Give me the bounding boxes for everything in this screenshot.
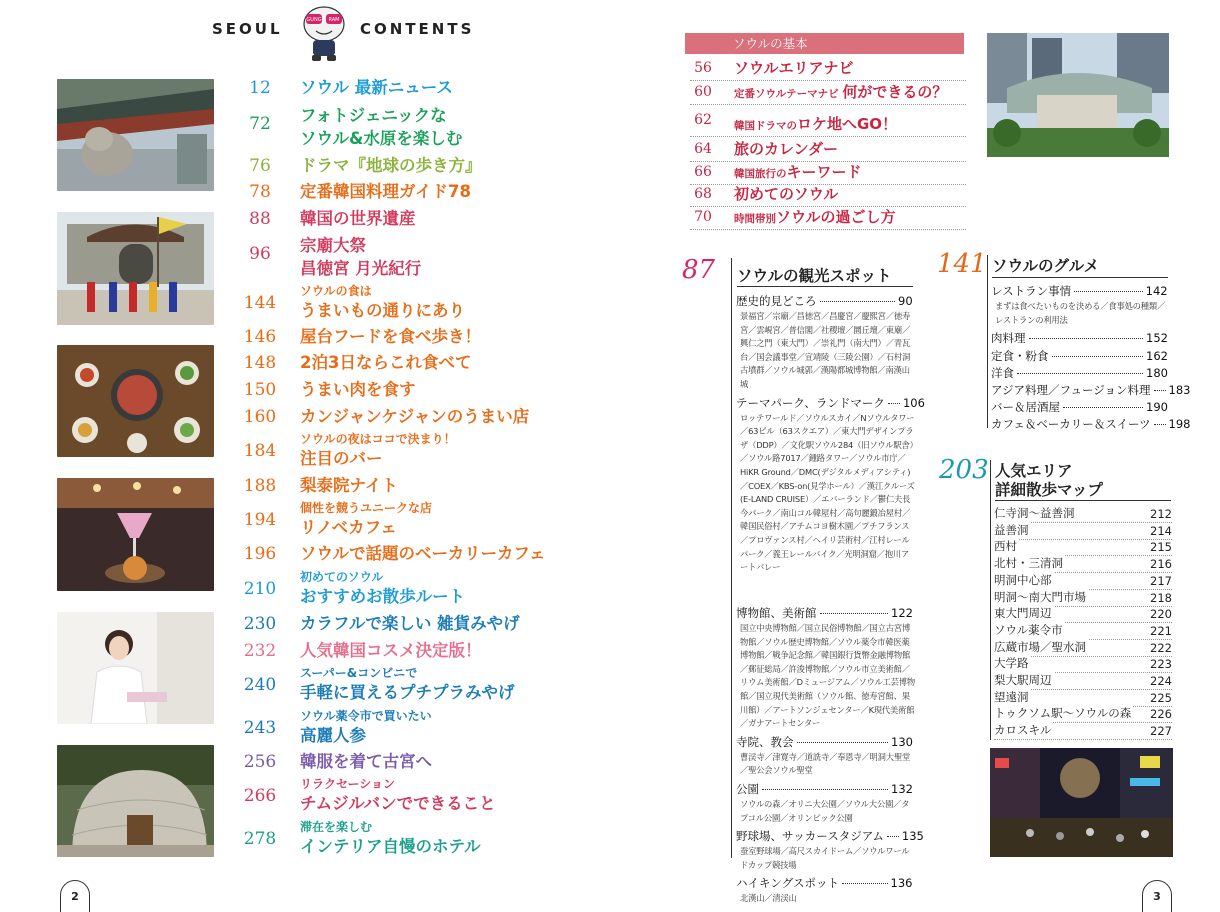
- basics-page-number: 68: [694, 186, 712, 202]
- toc-title-large: インテリア自慢のホテル: [300, 837, 481, 856]
- toc-title-large: 屋台フードを食べ歩き！: [300, 327, 482, 346]
- gourmet-item-page: 180: [1146, 365, 1168, 380]
- toc-title: [300, 569, 465, 608]
- toc-page-number: 146: [243, 327, 277, 347]
- area-label: 仁寺洞〜益善洞: [994, 506, 1075, 520]
- area-row: [994, 573, 1172, 590]
- area-page: 217: [1150, 573, 1172, 588]
- basics-page-number: 60: [694, 84, 712, 100]
- basics-page-number: 64: [694, 141, 712, 157]
- area-label: カロスキル: [994, 723, 1052, 738]
- area-page: 214: [1150, 523, 1172, 538]
- photo-palace-guards: [57, 212, 214, 325]
- basics-title: [734, 138, 838, 159]
- toc-entry: [236, 750, 556, 774]
- basics-title-big: 旅のカレンダー: [734, 140, 839, 158]
- toc-entry: [236, 378, 556, 402]
- toc-entry: [236, 283, 556, 325]
- section-number-203: 203: [939, 455, 989, 485]
- toc-title: [300, 776, 496, 815]
- photo-korean-bbq: [57, 345, 214, 457]
- area-row: [994, 606, 1172, 623]
- toc-title-small: 初めてのソウル: [300, 570, 384, 584]
- toc-title-large: 宗廟大祭: [300, 236, 366, 255]
- area-page: 222: [1150, 640, 1172, 655]
- toc-title: [300, 283, 465, 322]
- basics-row: [690, 109, 966, 137]
- area-label: 明洞〜南大門市場: [994, 589, 1086, 604]
- toc-title: [300, 542, 546, 565]
- toc-entry: [236, 325, 556, 349]
- gourmet-item-page: 190: [1146, 400, 1168, 415]
- toc-page-number: 232: [243, 641, 277, 661]
- toc-entry: [236, 542, 556, 566]
- basics-row: [690, 57, 966, 81]
- photo-night-street: [990, 748, 1173, 857]
- toc-title: [300, 819, 481, 858]
- toc-title: [300, 76, 453, 99]
- leader-dots: [762, 789, 888, 790]
- toc-entry: [236, 431, 556, 473]
- sightseeing-title: ソウルの観光スポット: [737, 267, 892, 285]
- section-number-141: 141: [937, 249, 987, 279]
- toc-title-large: カラフルで楽しい 雑貨みやげ: [300, 614, 520, 633]
- basics-title-small: 定番ソウルテーマナビ: [734, 88, 843, 100]
- basics-title-big: ロケ地へGO！: [797, 115, 898, 133]
- toc-title-large: 韓国の世界遺産: [300, 209, 416, 228]
- toc-page-number: 144: [243, 293, 277, 313]
- area-page: 212: [1150, 507, 1172, 521]
- gourmet-item-label: 肉料理: [991, 331, 1026, 346]
- toc-page-number: 78: [249, 182, 271, 202]
- area-row: [994, 506, 1172, 523]
- toc-title-large: うまいもの通りにあり: [300, 301, 465, 320]
- basics-title-small: 韓国旅行の: [734, 168, 787, 180]
- sightseeing-item-page: 90: [898, 294, 913, 308]
- toc-page-number: 148: [243, 353, 277, 373]
- toc-entry: [236, 474, 556, 498]
- sightseeing-item-label: ハイキングスポット: [736, 876, 840, 891]
- toc-title: [300, 474, 398, 497]
- area-label: 北村・三清洞: [994, 556, 1063, 571]
- leader-dots: [1154, 424, 1166, 425]
- toc-entry: [236, 639, 556, 663]
- toc-page-number: 240: [243, 675, 277, 695]
- toc-page-number: 184: [243, 441, 277, 461]
- gourmet-item-label: レストラン事情: [991, 284, 1072, 298]
- sightseeing-underline: [737, 286, 913, 287]
- toc-title-large: 手軽に買えるプチプラみやげ: [300, 683, 515, 702]
- toc-title-large-2: 昌徳宮 月光紀行: [300, 259, 422, 278]
- sightseeing-item-label: 歴史的見どころ: [736, 294, 817, 308]
- toc-title-large: フォトジェニックな: [300, 106, 447, 125]
- gourmet-item: [991, 330, 1169, 346]
- basics-title-big: ソウルエリアナビ: [734, 59, 854, 77]
- area-page: 226: [1150, 707, 1172, 722]
- toc-page-number: 256: [243, 752, 277, 772]
- toc-page-number: 150: [243, 380, 277, 400]
- sightseeing-item: [736, 781, 914, 797]
- basics-page-number: 70: [694, 209, 712, 225]
- section-number-87: 87: [682, 255, 716, 285]
- toc-entry: [236, 776, 556, 818]
- basics-title: [734, 183, 838, 204]
- leader-dots: [1154, 390, 1166, 391]
- basics-title: [734, 206, 896, 227]
- toc-page-number: 72: [249, 114, 271, 134]
- gourmet-item-page: 162: [1146, 348, 1168, 363]
- gourmet-item: [991, 365, 1169, 381]
- toc-entry: [236, 819, 556, 861]
- area-row: [994, 706, 1172, 723]
- areas-rule: [990, 460, 991, 740]
- gourmet-item-label: バー＆居酒屋: [991, 400, 1060, 415]
- toc-title-small: リラクセーション: [300, 777, 396, 791]
- basics-heading: ソウルの基本: [685, 33, 964, 54]
- gourmet-item-label: 定食・粉食: [991, 348, 1049, 363]
- area-label: 梨大駅周辺: [994, 673, 1052, 687]
- basics-page-number: 56: [694, 60, 712, 76]
- toc-title-large: 梨泰院ナイト: [300, 476, 398, 495]
- toc-page-number: 196: [243, 544, 277, 564]
- toc-page-number: 243: [243, 718, 277, 738]
- toc-title-small: ソウル薬令市で買いたい: [300, 709, 432, 723]
- page-number-left: 2: [60, 880, 90, 912]
- toc-entry: [236, 708, 556, 750]
- sightseeing-rule: [731, 258, 732, 858]
- leader-dots: [887, 836, 899, 837]
- area-page: 224: [1150, 674, 1172, 688]
- toc-page-number: 230: [243, 614, 277, 634]
- toc-title-large: カンジャンケジャンのうまい店: [300, 407, 530, 426]
- toc-title: [300, 750, 432, 773]
- toc-entry: [236, 207, 556, 231]
- sightseeing-item-label: テーマパーク、ランドマーク: [736, 395, 885, 410]
- basics-row: [690, 81, 966, 105]
- toc-page-number: 188: [243, 476, 277, 496]
- toc-title-large: 定番韓国料理ガイド78: [300, 182, 471, 201]
- basics-row: [690, 206, 966, 230]
- toc-title-large: ドラマ『地球の歩き方』: [300, 156, 482, 175]
- area-label: トゥクソム駅〜ソウルの森: [994, 706, 1132, 721]
- toc-title: [300, 612, 520, 635]
- sightseeing-item-sub: 国立中央博物館／国立民俗博物館／国立古宮博物館／ソウル歴史博物館／ソウル薬令市韓医薬博物館／戦争記念館／韓国銀行貨幣金融博物館／郵征総局／許浚博物館／ソウル市立美術館／リウム美術館／Dミュージアム／ソウル工芸博物館／国立現代美術館（ソウル館、徳寿宮館、果川館）／アートソンジェセンター／K現代美術館／ガナアートセンター: [740, 623, 915, 729]
- gourmet-title: ソウルのグルメ: [992, 257, 1100, 275]
- page-number-right: 3: [1142, 880, 1172, 912]
- toc-title-large: おすすめお散歩ルート: [300, 587, 466, 606]
- gourmet-item-page: 198: [1168, 417, 1191, 432]
- toc-title: [300, 234, 421, 280]
- toc-entry: [236, 76, 556, 100]
- sightseeing-item-label: 公園: [736, 782, 759, 796]
- toc-title-large: 韓服を着て古宮へ: [300, 752, 432, 771]
- toc-title: [300, 351, 471, 374]
- sightseeing-item: [736, 875, 914, 891]
- area-page: 220: [1150, 607, 1172, 622]
- sightseeing-item-sub: 北漢山／清渓山: [740, 893, 797, 904]
- gourmet-rule: [987, 255, 988, 428]
- area-label: 東大門周辺: [994, 606, 1052, 621]
- sightseeing-item: [736, 293, 914, 309]
- toc-title: [300, 207, 416, 230]
- basics-page-number: 66: [694, 164, 712, 180]
- sightseeing-item-label: 博物館、美術館: [736, 606, 817, 620]
- area-page: 215: [1150, 540, 1172, 555]
- toc-page-number: 96: [249, 244, 271, 264]
- area-row: [994, 690, 1172, 707]
- toc-title-large: 人気韓国コスメ決定版！: [300, 641, 482, 660]
- area-row: [994, 640, 1172, 657]
- area-page: 218: [1150, 590, 1172, 605]
- leader-dots: [842, 883, 888, 884]
- area-label: 望遠洞: [994, 689, 1029, 704]
- toc-title: [300, 431, 456, 470]
- leader-dots: [1074, 291, 1143, 292]
- area-row: [994, 656, 1172, 673]
- gourmet-item-sub: まずは食べたいものを決める／食事処の種類／レストランの利用法: [995, 301, 1166, 325]
- areas-title-line1: 人気エリア: [995, 462, 1073, 480]
- toc-title-small: 滞在を楽しむ: [300, 820, 373, 834]
- toc-title-small: 個性を競うユニークな店: [300, 501, 433, 515]
- mascot-icon: [298, 4, 350, 64]
- sightseeing-item-page: 130: [891, 734, 913, 749]
- toc-page-number: 12: [249, 78, 271, 98]
- toc-title: [300, 639, 482, 662]
- gourmet-item: [991, 348, 1169, 364]
- toc-entry: [236, 569, 556, 611]
- area-row: [994, 556, 1172, 573]
- sightseeing-item-sub: 曹渓寺／津寛寺／道詵寺／奉恩寺／明洞大聖堂／聖公会ソウル聖堂: [740, 751, 911, 776]
- sightseeing-item-page: 135: [901, 829, 924, 844]
- basics-title: [734, 113, 897, 134]
- toc-title-large: ソウル 最新ニュース: [300, 78, 453, 97]
- photo-city-hall: [987, 33, 1169, 157]
- toc-entry: [236, 500, 556, 542]
- sightseeing-item: [736, 734, 914, 750]
- toc-entry: [236, 612, 556, 636]
- toc-page-number: 278: [243, 829, 277, 849]
- toc-title: [300, 378, 416, 401]
- area-label: 西村: [994, 539, 1017, 554]
- area-row: [994, 590, 1172, 607]
- basics-title-big: 何ができるの？: [842, 83, 948, 101]
- toc-title: [300, 104, 462, 150]
- area-page: 225: [1150, 690, 1172, 705]
- leader-dots: [820, 613, 889, 614]
- gourmet-item-label: カフェ＆ベーカリー＆スイーツ: [991, 417, 1151, 432]
- mascot-badge-left: GUNG: [306, 17, 322, 23]
- area-row: [994, 723, 1172, 740]
- sightseeing-item: [736, 395, 925, 411]
- sightseeing-item-page: 132: [891, 782, 913, 796]
- toc-page-number: 210: [243, 579, 277, 599]
- sightseeing-item: [736, 828, 924, 844]
- toc-entry: [236, 234, 556, 276]
- header-contents: CONTENTS: [360, 20, 475, 38]
- toc-title: [300, 180, 471, 203]
- gourmet-item: [991, 399, 1169, 415]
- basics-title-big: ソウルの過ごし方: [776, 208, 896, 226]
- toc-page-number: 76: [249, 156, 271, 176]
- sightseeing-item-label: 寺院、教会: [736, 734, 794, 749]
- toc-entry: [236, 665, 556, 707]
- toc-title: [300, 325, 481, 348]
- area-row: [994, 539, 1172, 556]
- toc-page-number: 194: [243, 510, 277, 530]
- leader-dots: [1017, 373, 1143, 374]
- basics-title: [734, 81, 947, 102]
- area-page: 216: [1150, 557, 1172, 572]
- leader-dots: [1052, 356, 1144, 357]
- gourmet-item-label: アジア料理／フュージョン料理: [991, 383, 1151, 397]
- gourmet-item: [991, 283, 1169, 299]
- basics-title: [734, 161, 862, 182]
- toc-title-large: チムジルバンでできること: [300, 794, 496, 813]
- photo-jjimjilbang-dome: [57, 745, 214, 857]
- basics-title-small: 時間帯別: [734, 213, 776, 225]
- toc-title: [300, 500, 432, 539]
- mascot-badge-right: RAM: [328, 17, 340, 23]
- gourmet-item-page: 152: [1146, 331, 1168, 346]
- sightseeing-item-label: 野球場、サッカースタジアム: [736, 829, 884, 844]
- sightseeing-item-sub: ロッテワールド／ソウルスカイ／Nソウルタワー／63ビル（63スクエア）／東大門デザインプラザ（DDP）／文化駅ソウル284（旧ソウル駅舎）／ソウル路7017／鍾路タワー／ソウル市庁／HiKR Ground／DMC(デジタルメディアシティ)／COEX／KBS-on(見学ホール）／漢江クルーズ(E-LAND CRUISE）／エバーランド／鬱仁夫長今パーク／南山コル韓屋村／高句麗鍛冶屋村／韓国民俗村／アチムコヨ樹木園／プチフランス／プロヴァンス村／ヘイリ芸術村／江村レールパーク／義王レールバイク／光明洞窟／抱川アートバレー: [740, 412, 915, 573]
- toc-title-large: 注目のバー: [300, 449, 383, 468]
- toc-title: [300, 708, 432, 747]
- toc-entry: [236, 351, 556, 375]
- sightseeing-item-sub: 景福宮／宗廟／昌徳宮／昌慶宮／慶熙宮／徳寿宮／雲峴宮／普信閣／社稷壇／圜丘壇／東廟／興仁之門（東大門）／崇礼門（南大門）／青瓦台／国会議事堂／宣靖陵（三陵公園）／石村洞古墳群／ソウル城郭／漢陽都城博物館／南漢山城: [740, 311, 911, 389]
- basics-title-big: キーワード: [786, 163, 862, 181]
- basics-title-small: 韓国ドラマの: [734, 120, 797, 132]
- area-row: [994, 623, 1172, 640]
- toc-title-large: 高麗人参: [300, 726, 366, 745]
- leader-dots: [797, 742, 889, 743]
- toc-title-large: ソウルで話題のベーカリーカフェ: [300, 544, 546, 563]
- area-page: 223: [1150, 657, 1172, 672]
- basics-row: [690, 183, 966, 207]
- toc-title-small: ソウルの夜はココで決まり！: [300, 432, 456, 446]
- area-label: 益善洞: [994, 522, 1029, 537]
- area-row: [994, 523, 1172, 540]
- toc-title-small: ソウルの食は: [300, 284, 372, 298]
- gourmet-item-page: 183: [1168, 383, 1191, 397]
- area-row: [994, 673, 1172, 690]
- gourmet-item-label: 洋食: [991, 365, 1014, 380]
- basics-title: [734, 57, 854, 78]
- leader-dots: [1063, 407, 1143, 408]
- basics-title-big: 初めてのソウル: [734, 185, 839, 203]
- area-page: 227: [1150, 724, 1172, 739]
- area-label: 広蔵市場／聖水洞: [994, 639, 1086, 654]
- toc-title-large: 2泊3日ならこれ食べて: [300, 353, 472, 372]
- sightseeing-item-page: 106: [902, 395, 925, 410]
- toc-entry: [236, 180, 556, 204]
- sightseeing-item-page: 122: [891, 606, 913, 620]
- toc-entry: [236, 104, 556, 146]
- gourmet-underline: [992, 277, 1168, 278]
- toc-page-number: 160: [243, 407, 277, 427]
- photo-palace-lion: [57, 79, 214, 191]
- areas-title-line2: 詳細散歩マップ: [995, 481, 1103, 499]
- gourmet-item: [991, 382, 1191, 398]
- sightseeing-item-sub: 蚕室野球場／高尺スカイドーム／ソウルワールドカップ競技場: [740, 846, 910, 870]
- area-label: 大学路: [994, 656, 1029, 671]
- toc-title: [300, 405, 529, 428]
- toc-title-large-2: ソウル&水原を楽しむ: [300, 129, 463, 148]
- leader-dots: [820, 301, 896, 302]
- photo-cosmetics-woman: [57, 612, 214, 724]
- toc-title: [300, 665, 515, 704]
- toc-title-large: うまい肉を食す: [300, 380, 416, 399]
- toc-entry: [236, 154, 556, 178]
- toc-title-large: リノベカフェ: [300, 518, 397, 537]
- photo-bar-cocktail: [57, 478, 214, 591]
- toc-page-number: 88: [249, 209, 271, 229]
- sightseeing-item: [736, 605, 914, 621]
- header-seoul: SEOUL: [212, 20, 283, 38]
- leader-dots: [888, 403, 900, 404]
- area-page: 221: [1150, 623, 1172, 638]
- toc-page-number: 266: [243, 786, 277, 806]
- gourmet-item: [991, 416, 1191, 432]
- basics-page-number: 62: [694, 112, 712, 128]
- area-label: ソウル薬令市: [994, 622, 1063, 637]
- sightseeing-item-sub: ソウルの森／オリニ大公園／ソウル大公園／タプコル公園／オリンピック公園: [740, 799, 910, 823]
- basics-row: [690, 138, 966, 162]
- sightseeing-item-page: 136: [890, 876, 913, 891]
- toc-title-small: スーパー&コンビニで: [300, 666, 418, 680]
- toc-title: [300, 154, 482, 177]
- areas-underline: [995, 500, 1171, 501]
- basics-row: [690, 161, 966, 185]
- leader-dots: [1029, 338, 1144, 339]
- area-label: 明洞中心部: [994, 572, 1052, 587]
- toc-entry: [236, 405, 556, 429]
- gourmet-item-page: 142: [1145, 284, 1168, 298]
